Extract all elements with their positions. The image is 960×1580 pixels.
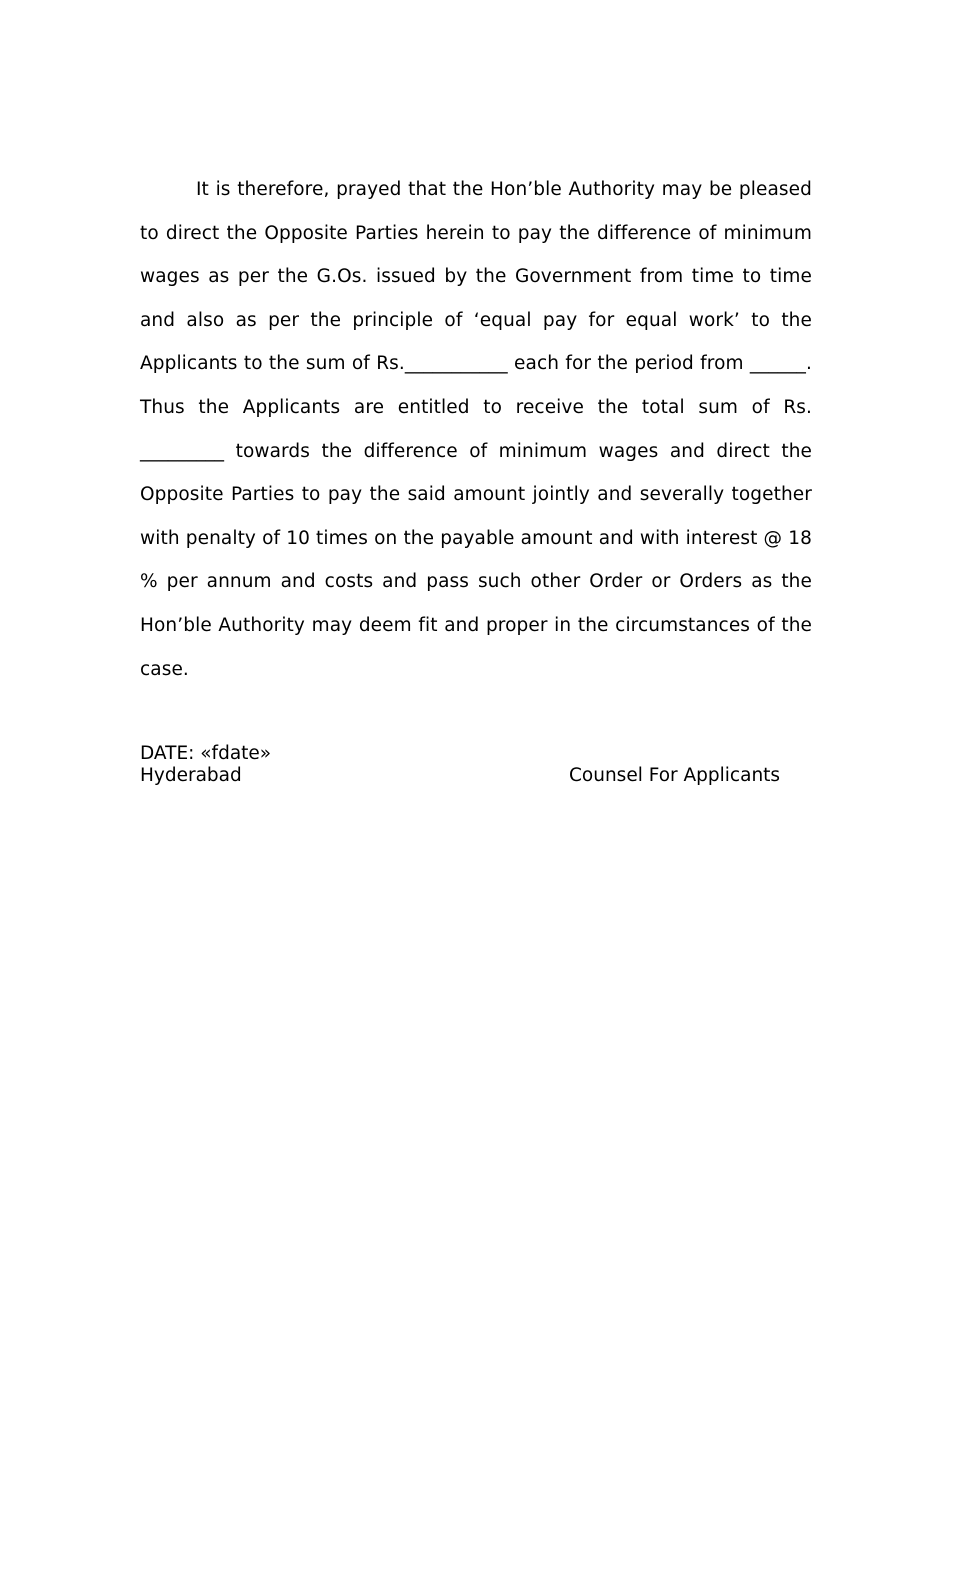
date-line: DATE: «fdate» — [140, 743, 272, 764]
prayer-paragraph: It is therefore, prayed that the Hon’ble Authority may be pleased to direct the Opposite Parties herein to pay the difference of minimum wages as per the G.Os. issued by the Government from time to time and also as per the principle of ‘equal pay for equal work’ to the Applicants to the sum of Rs.___________ each for the period from ______. Thus the Applicants are entitled to receive the total sum of Rs. _________ towards the difference of minimum wages and direct the Opposite Parties to pay the said amount jointly and severally together with penalty of 10 times on the payable amount and with interest @ 18 % per annum and costs and pass such other Order or Orders as the Hon’ble Authority may deem fit and proper in the circumstances of the case. — [140, 179, 812, 680]
signatory-line: Counsel For Applicants — [569, 765, 781, 786]
place-line: Hyderabad — [140, 765, 242, 786]
